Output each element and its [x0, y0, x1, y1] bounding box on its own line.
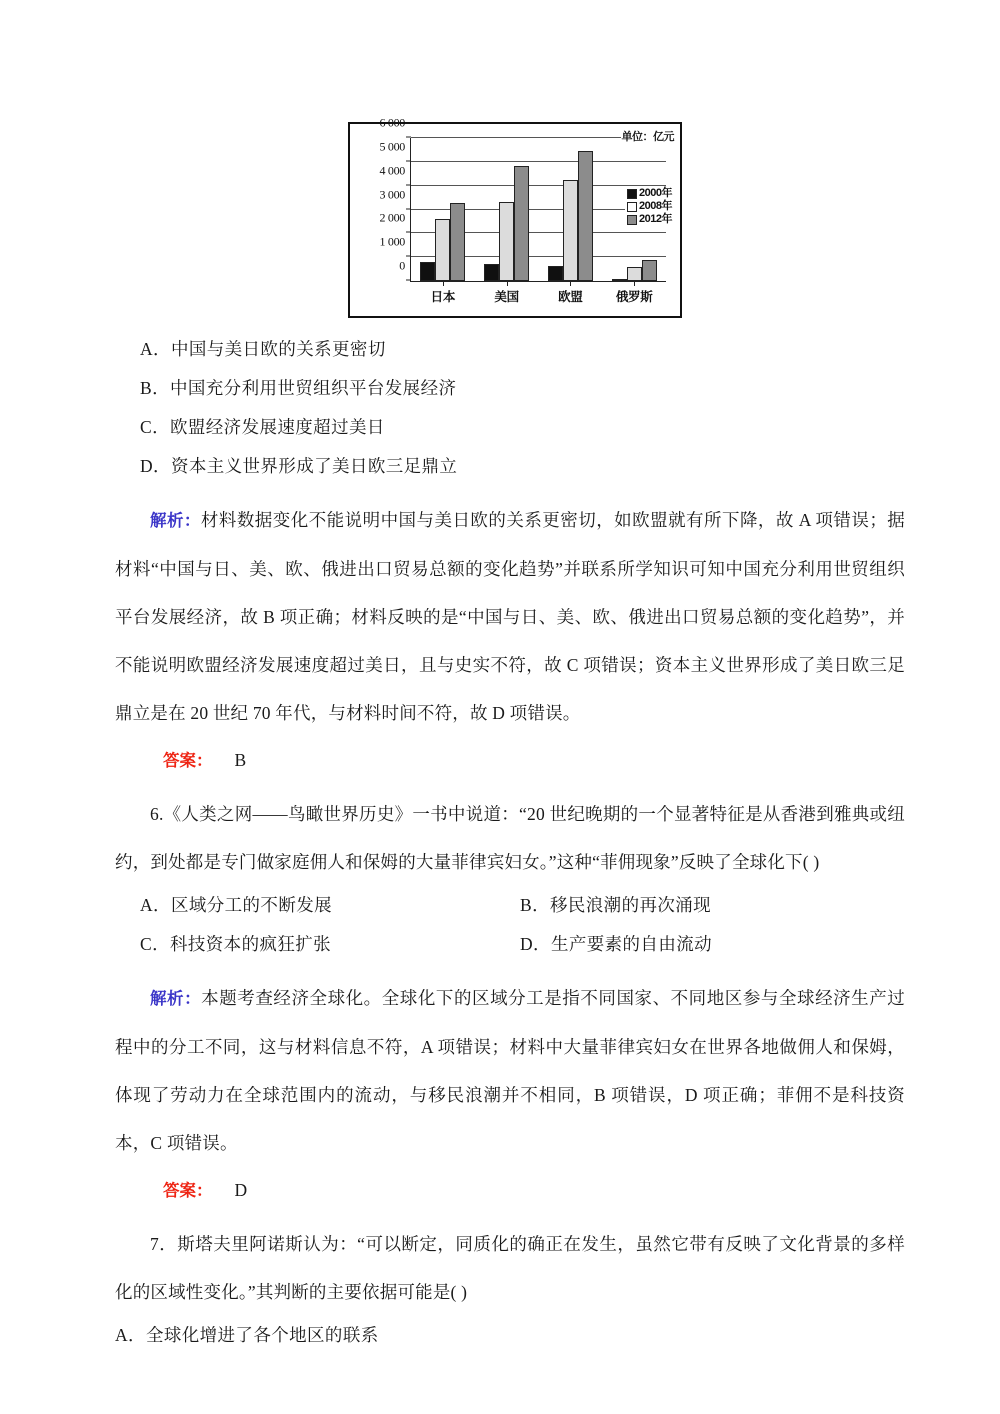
chart-xtick-label: 俄罗斯 — [615, 290, 653, 304]
q5-option-b: B．中国充分利用世贸组织平台发展经济 — [140, 378, 457, 398]
q6-answer-row — [115, 1167, 905, 1214]
chart-inner — [350, 115, 680, 316]
chart-xtick-label: 美国 — [494, 290, 519, 304]
chart-ytick-label: 6 000 — [379, 115, 405, 130]
q5-option-c: C．欧盟经济发展速度超过美日 — [140, 417, 385, 437]
q5-answer-row — [115, 737, 905, 784]
document-content — [115, 330, 905, 1355]
q5-option-d: D．资本主义世界形成了美日欧三足鼎立 — [140, 456, 458, 476]
chart-xtick-label: 欧盟 — [558, 290, 583, 304]
chart-xtick-mark — [443, 281, 444, 286]
chart-unit-note: 单位：亿元 — [621, 128, 676, 144]
chart-legend-label: 2012年 — [639, 213, 672, 225]
chart-bar — [612, 279, 627, 281]
chart-xtick-mark — [634, 281, 635, 286]
q6-analysis — [115, 974, 905, 1167]
chart-legend — [625, 186, 674, 227]
chart-xtick-label: 日本 — [430, 290, 456, 304]
chart-legend-label: 2000年 — [639, 187, 672, 199]
q6-option-a: A．区域分工的不断发展 — [140, 895, 333, 915]
q6-option-d: D．生产要素的自由流动 — [520, 934, 713, 954]
chart-bar — [499, 202, 514, 281]
q7-stem: 7．斯塔夫里阿诺斯认为：“可以断定，同质化的确正在发生，虽然它带有反映了文化背景的多样化的区域性变化。”其判断的主要依据可能是( ) — [115, 1234, 905, 1302]
chart-bar — [627, 267, 642, 281]
chart-bar-group — [411, 138, 475, 304]
chart-xtick-mark — [507, 281, 508, 286]
chart-xtick-mark — [570, 281, 571, 286]
chart-ytick-label: 1 000 — [379, 234, 405, 249]
chart-ytick-label: 3 000 — [379, 187, 405, 201]
chart-legend-item — [627, 213, 672, 226]
q5-analysis-text: 材料数据变化不能说明中国与美日欧的关系更密切，如欧盟就有所下降，故 A 项错误；据材料“中国与日、美、欧、俄进出口贸易总额的变化趋势”并联系所学知识可知中国充分利用世贸组织平台发展经济，故 B 项正确；材料反映的是“中国与日、美、欧、俄进出口贸易总额的变化趋势”，并不能说明欧盟经济发展速度超过美日，且与史实不符，故 C 项错误；资本主义世界形成了美日欧三足鼎立是在 20 世纪 70 年代，与材料时间不符，故 D 项错误。 — [115, 510, 905, 723]
q5-option-a: A．中国与美日欧的关系更密切 — [140, 339, 386, 359]
q6-option-c: C．科技资本的疯狂扩张 — [140, 934, 332, 954]
chart-ytick-label: 5 000 — [379, 139, 405, 154]
q7-option-a: A．全球化增进了各个地区的联系 — [115, 1325, 379, 1345]
chart-legend-label: 2008年 — [639, 200, 672, 212]
q5-analysis — [115, 496, 905, 737]
chart-bar — [642, 260, 657, 281]
chart-bar — [435, 219, 450, 281]
chart-bar — [484, 264, 499, 281]
q5-analysis-label: 解析： — [150, 512, 201, 530]
q6-options-row-2 — [115, 925, 905, 964]
q5-answer-label: 答案： — [163, 752, 213, 770]
q6-analysis-label: 解析： — [150, 990, 202, 1008]
chart-legend-swatch — [627, 189, 637, 199]
chart-bar — [548, 266, 563, 281]
chart-ytick-label: 4 000 — [379, 163, 405, 178]
q6-analysis-text: 本题考查经济全球化。全球化下的区域分工是指不同国家、不同地区参与全球经济生产过程中的分工不同，这与材料信息不符，A 项错误；材料中大量菲律宾妇女在世界各地做佣人和保姆，体现了劳动力在全球范围内的流动，与移民浪潮并不相同，B 项错误，D 项正确；菲佣不是科技资本，C 项错误。 — [115, 988, 905, 1153]
chart-ytick-label: 0 — [399, 258, 405, 273]
q5-answer-value: B — [234, 750, 247, 770]
q6-answer-value: D — [234, 1180, 248, 1200]
trade-volume-bar-chart — [348, 115, 682, 318]
q6-answer-label: 答案： — [163, 1182, 213, 1200]
chart-bar — [563, 180, 578, 281]
chart-bar — [450, 203, 465, 281]
chart-bar — [514, 166, 529, 281]
chart-bar — [578, 151, 593, 281]
chart-legend-item — [627, 187, 672, 200]
spacer — [115, 964, 905, 974]
chart-bar-group — [475, 138, 539, 304]
q6-option-b: B．移民浪潮的再次涌现 — [520, 895, 712, 915]
q6-options-row-1 — [115, 886, 905, 925]
chart-legend-item — [627, 200, 672, 213]
chart-bar-group — [539, 138, 603, 304]
chart-legend-swatch — [627, 215, 637, 225]
q6-stem: 6.《人类之网——鸟瞰世界历史》一书中说道：“20 世纪晚期的一个显著特征是从香港到雅典或纽约，到处都是专门做家庭佣人和保姆的大量菲律宾妇女。”这种“菲佣现象”反映了全球化下( ) — [115, 804, 905, 872]
chart-ytick-label: 2 000 — [379, 210, 405, 225]
chart-legend-swatch — [627, 202, 637, 212]
spacer — [115, 486, 905, 496]
chart-bar — [420, 262, 435, 281]
